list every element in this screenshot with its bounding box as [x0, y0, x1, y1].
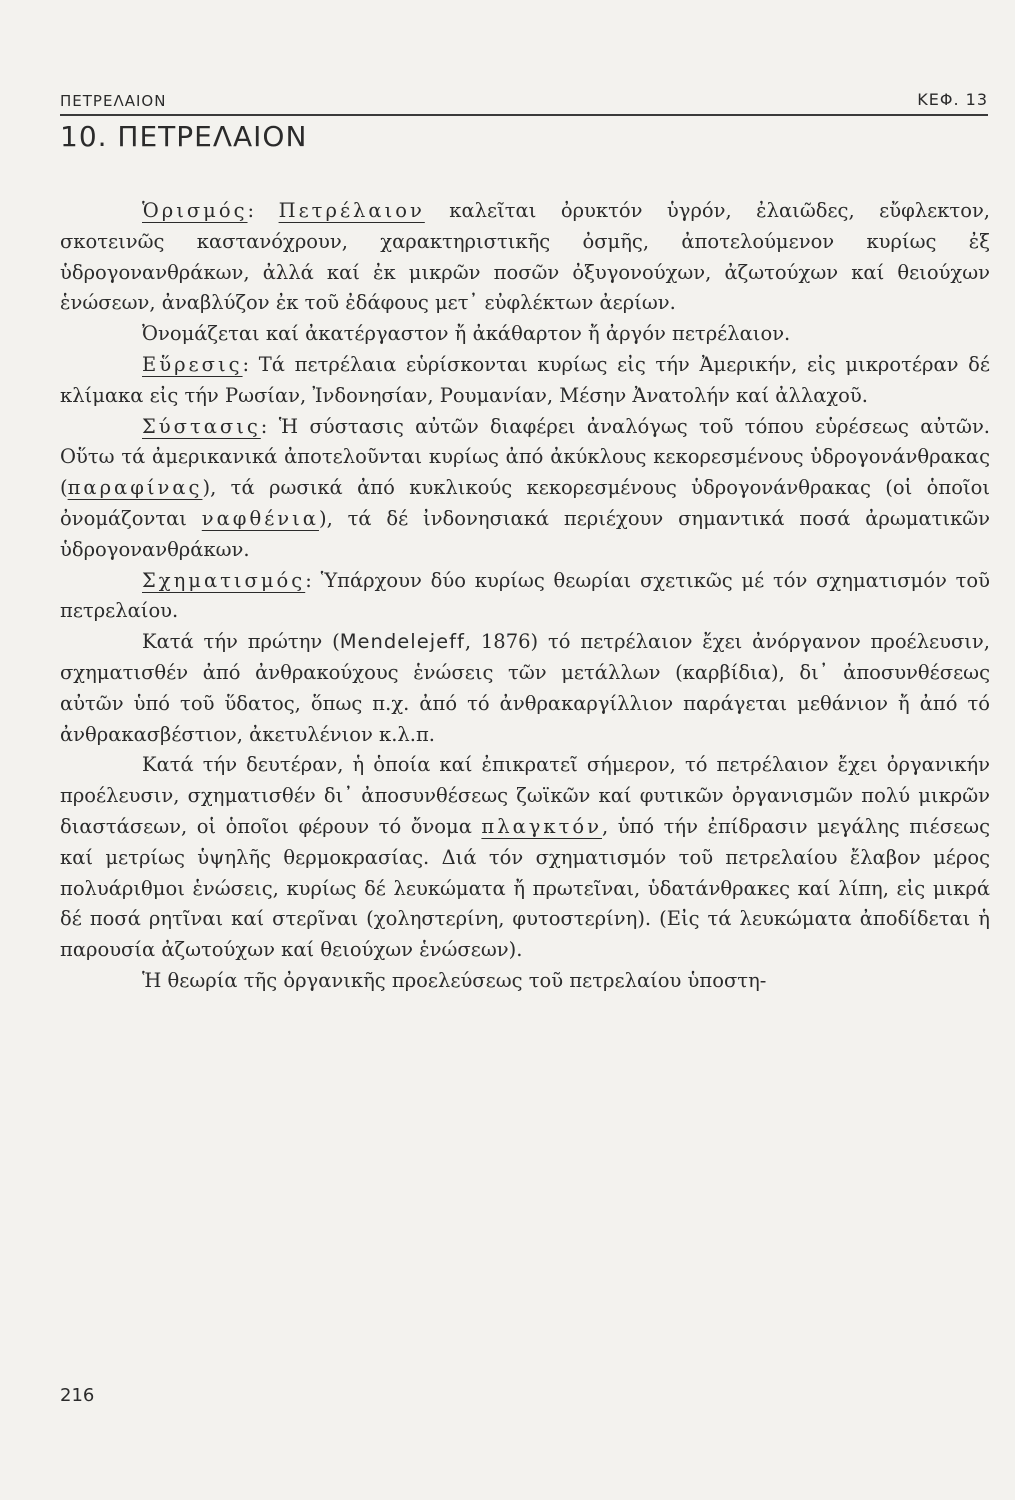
- paragraph-formation: [60, 566, 990, 628]
- first-theory-text-a: Κατά τήν πρώτην (: [142, 630, 340, 654]
- second-theory-text-a: Κατά τήν δευτέραν, ἡ ὁποία καί ἐπικρατεῖ σήμερον, τό πετρέλαιον ἔχει ὀργανικήν προέλευσιν, σχηματισθέν δι᾽ ἀποσυνθέσεως ζωϊκῶν καί φυτικῶν ὀργανισμῶν πολύ μικρῶν διαστάσεων, οἱ ὁποῖοι φέρουν τό ὄνομα: [60, 753, 990, 838]
- paragraph-occurrence: [60, 350, 990, 412]
- first-theory-text-b: , 1876) τό πετρέλαιον ἔχει ἀνόργανον προέλευσιν, σχηματισθέν ἀπό ἀνθρακούχους ἑνώσεις τῶν μετάλλων (καρβίδια), δι᾽ ἀποσυνθέσεως αὐτῶν ὑπό τοῦ ὕδατος, ὅπως π.χ. ἀπό τό ἀνθρακαργίλλιον παράγεται μεθάνιον ἤ ἀπό τό ἀνθρακασβέστιον, ἀκετυλένιον κ.λ.π.: [60, 630, 990, 746]
- paragraph-definition: [60, 196, 990, 319]
- term-composition: Σύστασις: [142, 414, 261, 438]
- term-plankton: πλαγκτόν: [481, 814, 602, 838]
- name-mendelejeff: Mendelejeff: [339, 630, 465, 654]
- paragraph-names: Ὀνομάζεται καί ἀκατέργαστον ἤ ἀκάθαρτον ἤ ἀργόν πετρέλαιον.: [142, 322, 791, 346]
- term-petroleum: Πετρέλαιον: [278, 199, 425, 222]
- second-theory-text-b: , ὑπό τήν ἐπίδρασιν μεγάλης πιέσεως καί μετρίως ὑψηλῆς θερμοκρασίας. Διά τόν σχηματισμόν τοῦ πετρελαίου ἔλαβον μέρος πολυάριθμοι ἑνώσεις, κυρίως δέ λευκώματα ἤ πρωτεῖναι, ὑδατάνθρακες καί λίπη, εἰς μικρά δέ ποσά ρητῖναι καί στερῖναι (χοληστερίνη, φυτοστερίνη). (Εἰς τά λευκώματα ἀποδίδεται ἡ παρουσία ἀζωτούχων καί θειούχων ἑνώσεων).: [60, 814, 990, 962]
- term-definition: Ὁρισμός: [142, 199, 248, 222]
- paragraph-first-theory: [60, 627, 990, 750]
- chapter-title: 10. ΠΕΤΡΕΛΑΙΟΝ: [60, 120, 308, 153]
- paragraph-second-theory: [60, 750, 990, 966]
- composition-text-a: : Ἡ σύστασις αὐτῶν διαφέρει ἀναλόγως τοῦ τόπου εὑρέσεως αὐτῶν. Οὕτω τά ἀμερικανικά ἀποτελοῦνται κυρίως ἀπό ἀκύκλους κεκορεσμένους ὑδρογονάνθρακας (: [60, 414, 990, 500]
- term-occurrence: Εὕρεσις: [142, 352, 243, 376]
- body-text: [60, 196, 990, 997]
- occurrence-text: : Τά πετρέλαια εὑρίσκονται κυρίως εἰς τήν Ἀμερικήν, εἰς μικροτέραν δέ κλίμακα εἰς τήν Ρωσίαν, Ἰνδονησίαν, Ρουμανίαν, Μέσην Ἀνατολήν καί ἀλλαχοῦ.: [60, 352, 990, 407]
- definition-text: καλεῖται ὀρυκτόν ὑγρόν, ἐλαιῶδες, εὔφλεκτον, σκοτεινῶς καστανόχρουν, χαρακτηριστικῆς ὀσμῆς, ἀποτελούμενον κυρίως ἐξ ὑδρογονανθράκων, ἀλλά καί ἐκ μικρῶν ποσῶν ὀξυγονούχων, ἀζωτούχων καί θειούχων ἑνώσεων, ἀναβλύζον ἐκ τοῦ ἐδάφους μετ᾽ εὐφλέκτων ἀερίων.: [60, 199, 990, 315]
- separator: :: [247, 199, 279, 222]
- page-number: 216: [60, 1385, 95, 1406]
- composition-text-b: ), τά ρωσικά ἀπό κυκλικούς κεκορεσμένους ὑδρογονάνθρακας (οἱ ὁποῖοι ὀνομάζονται: [60, 476, 990, 530]
- header-section-title: ΠΕΤΡΕΛΑΙΟΝ: [60, 92, 167, 110]
- running-header: [60, 88, 988, 116]
- term-paraffins: παραφίνας: [67, 476, 203, 500]
- term-formation: Σχηματισμός: [142, 568, 306, 592]
- term-naphthenes: ναφθένια: [201, 506, 319, 530]
- paragraph-theory-continued: Ἡ θεωρία τῆς ὀργανικῆς προελεύσεως τοῦ πετρελαίου ὑποστη-: [142, 968, 767, 992]
- composition-text-c: ), τά δέ ἰνδονησιακά περιέχουν σημαντικά ποσά ἀρωματικῶν ὑδρογονανθράκων.: [60, 506, 991, 561]
- formation-text: : Ὑπάρχουν δύο κυρίως θεωρίαι σχετικῶς μέ τόν σχηματισμόν τοῦ πετρελαίου.: [60, 568, 990, 623]
- header-chapter-number: ΚΕΦ. 13: [917, 90, 988, 109]
- paragraph-composition: [60, 412, 990, 566]
